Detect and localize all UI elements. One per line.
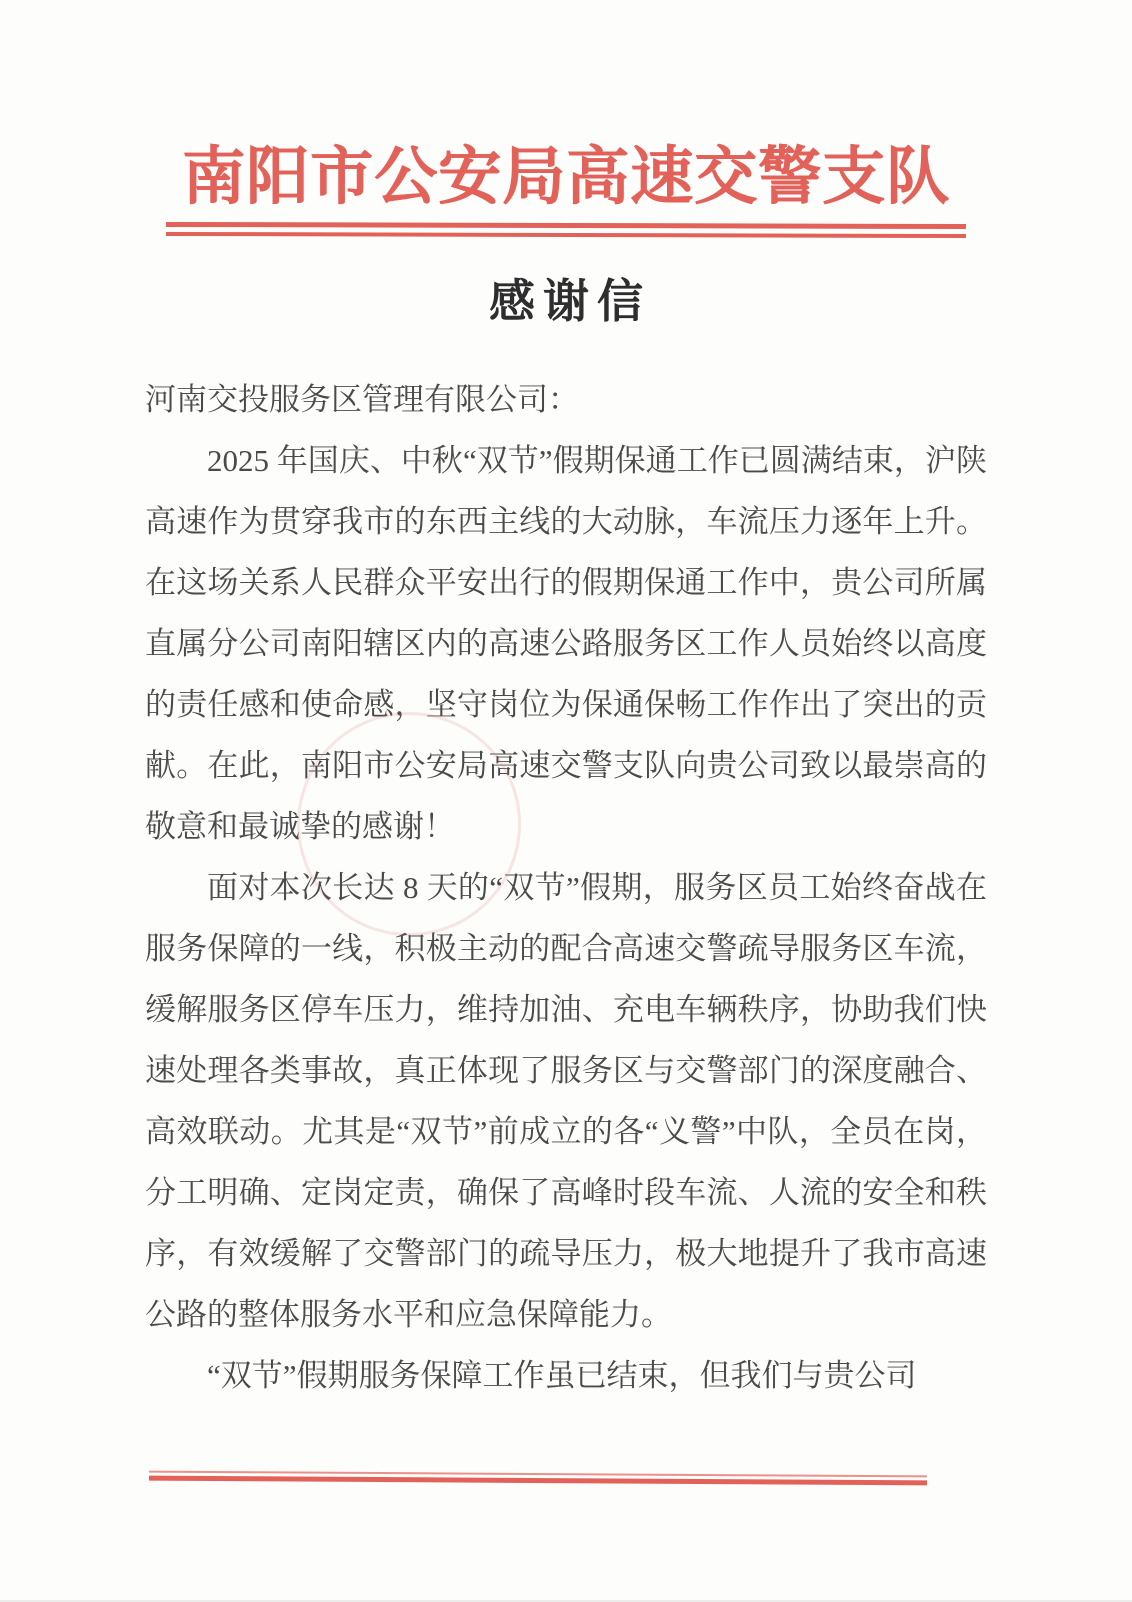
letterhead-double-rule (166, 222, 966, 238)
paragraph-3: “双节”假期服务保障工作虽已结束，但我们与贵公司 (207, 1357, 917, 1393)
letterhead-title: 南阳市公安局高速交警支队 (182, 142, 950, 212)
paragraph-1: 2025 年国庆、中秋“双节”假期保通工作已圆满结束，沪陕高速作为贯穿我市的东西主线的大动脉，车流压力逐年上升。在这场关系人民群众平安出行的假期保通工作中，贵公司所属直属分公司南阳辖区内的高速公路服务区工作人员始终以高度的责任感和使命感，坚守岗位为保通保畅工作作出了突出的贡献。在此，南阳市公安局高速交警支队向贵公司致以最崇高的敬意和最诚挚的感谢！ (145, 442, 987, 844)
paragraph-2: 面对本次长达 8 天的“双节”假期，服务区员工始终奋战在服务保障的一线，积极主动的配合高速交警疏导服务区车流，缓解服务区停车压力，维持加油、充电车辆秩序，协助我们快速处理各类事故，真正体现了服务区与交警部门的深度融合、高效联动。尤其是“双节”前成立的各“义警”中队，全员在岗，分工明确、定岗定责，确保了高峰时段车流、人流的安全和秩序，有效缓解了交警部门的疏导压力，极大地提升了我市高速公路的整体服务水平和应急保障能力。 (145, 869, 987, 1332)
letter-title: 感谢信 (489, 276, 651, 328)
letter-body (145, 369, 987, 1406)
salutation: 河南交投服务区管理有限公司： (145, 381, 579, 417)
footer-rule (149, 1471, 927, 1486)
